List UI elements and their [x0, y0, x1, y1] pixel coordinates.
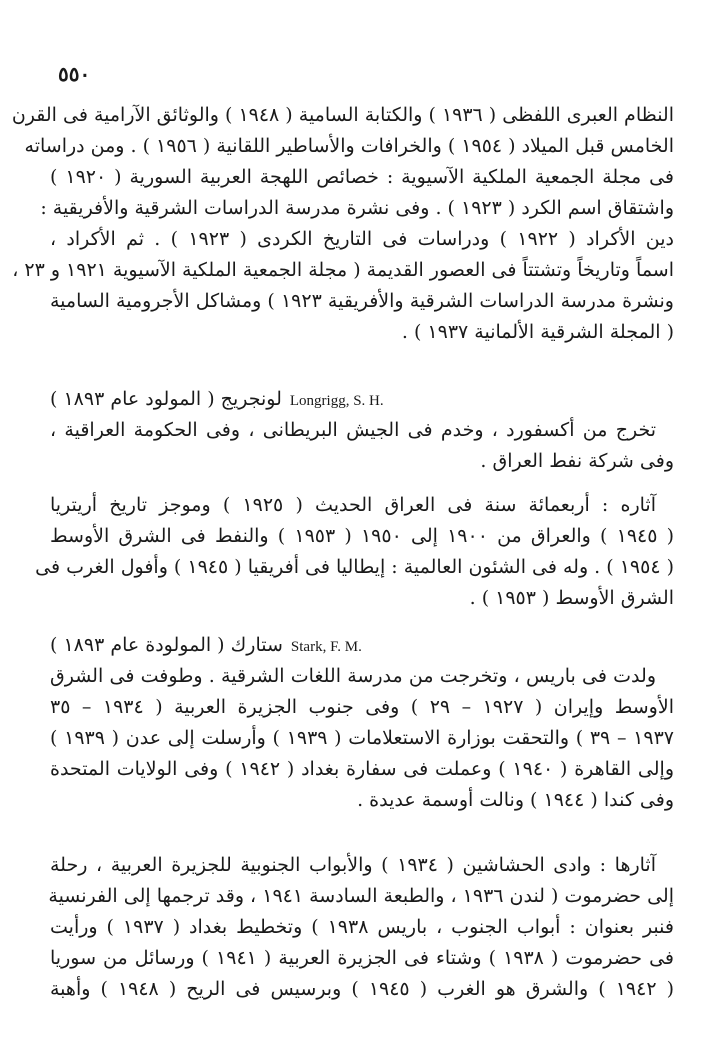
entry-heading	[50, 384, 674, 415]
entry-heading-latin: Stark, F. M.	[290, 639, 362, 655]
paragraph-line: ( المجلة الشرقية الألمانية ١٩٣٧ ) .	[401, 321, 674, 343]
paragraph-line: دين الأكراد ( ١٩٢٢ ) ودراسات فى التاريخ الكردى ( ١٩٢٣ ) . ثم الأكراد ،	[50, 228, 674, 250]
works-stark	[50, 850, 674, 1005]
bio-line: تخرج من أكسفورد ، وخدم فى الجيش البريطانى ، وفى الحكومة العراقية ،	[50, 419, 656, 441]
bio-line: ١٩٣٧ – ٣٩ ) والتحقت بوزارة الاستعلامات ( ١٩٣٩ ) وأرسلت إلى عدن ( ١٩٣٩ )	[50, 727, 674, 749]
entry-heading-arabic: ستارك ( المولودة عام ١٨٩٣ )	[50, 634, 283, 656]
entry-longrigg	[50, 384, 674, 477]
works-line: ( ١٩٤٥ ) والعراق من ١٩٠٠ إلى ١٩٥٠ ( ١٩٥٣ ) والنفط فى الشرق الأوسط	[50, 525, 675, 547]
paragraph-line: الخامس قبل الميلاد ( ١٩٥٤ ) والخرافات والأساطير اللقانية ( ١٩٥٦ ) . ومن دراساته	[24, 135, 674, 157]
paragraph-line: واشتقاق اسم الكرد ( ١٩٢٣ ) . وفى نشرة مدرسة الدراسات الشرقية والأفريقية :	[40, 197, 674, 219]
entry-heading	[50, 630, 674, 661]
entry-heading-latin: Longrigg, S. H.	[289, 393, 384, 409]
page-number: ٥٥٠	[58, 62, 91, 86]
entry-heading-arabic: لونجريج ( المولود عام ١٨٩٣ )	[50, 388, 282, 410]
paragraph-line: فى مجلة الجمعية الملكية الآسيوية : خصائص اللهجة العربية السورية ( ١٩٢٠ )	[50, 166, 674, 188]
works-line: ( ١٩٥٤ ) . وله فى الشئون العالمية : إيطاليا فى أفريقيا ( ١٩٤٥ ) وأفول الغرب فى	[35, 556, 674, 578]
paragraph-line: اسماً وتاريخاً وتشتتاً فى العصور القديمة ( مجلة الجمعية الملكية الآسيوية ١٩٢١ و ٢٣ ،	[12, 259, 674, 281]
bio-line: وفى شركة نفط العراق .	[480, 450, 674, 472]
intro-paragraph	[11, 100, 674, 348]
works-line: ( ١٩٤٢ ) والشرق هو الغرب ( ١٩٤٥ ) وبرسيس فى الريح ( ١٩٤٨ ) وأهبة	[50, 978, 675, 1000]
works-longrigg	[35, 490, 675, 614]
works-line: فنبر بعنوان : أبواب الجنوب ، باريس ١٩٣٨ ) وتخطيط بغداد ( ١٩٣٧ ) ورأيت	[50, 916, 674, 938]
bio-line: ولدت فى باريس ، وتخرجت من مدرسة اللغات الشرقية . وطوفت فى الشرق	[50, 665, 656, 687]
paragraph-line: ونشرة مدرسة الدراسات الشرقية والأفريقية ١٩٢٣ ) ومشاكل الأجرومية السامية	[50, 290, 674, 312]
works-line: آثارها : وادى الحشاشين ( ١٩٣٤ ) والأبواب الجنوبية للجزيرة العربية ، رحلة	[50, 854, 656, 876]
entry-stark	[50, 630, 674, 816]
bio-line: وفى كندا ( ١٩٤٤ ) ونالت أوسمة عديدة .	[357, 789, 674, 811]
works-line: الشرق الأوسط ( ١٩٥٣ ) .	[469, 587, 674, 609]
works-line: إلى حضرموت ( لندن ١٩٣٦ ، والطبعة السادسة ١٩٤١ ، وقد ترجمها إلى الفرنسية	[48, 885, 674, 907]
bio-line: وإلى القاهرة ( ١٩٤٠ ) وعملت فى سفارة بغداد ( ١٩٤٢ ) وفى الولايات المتحدة	[50, 758, 674, 780]
works-line: آثاره : أربعمائة سنة فى العراق الحديث ( ١٩٢٥ ) وموجز تاريخ أريتريا	[50, 494, 656, 516]
paragraph-line: النظام العبرى اللفظى ( ١٩٣٦ ) والكتابة السامية ( ١٩٤٨ ) والوثائق الآرامية فى القرن	[11, 104, 674, 126]
bio-line: الأوسط وإيران ( ١٩٢٧ – ٢٩ ) وفى جنوب الجزيرة العربية ( ١٩٣٤ – ٣٥	[50, 696, 674, 718]
works-line: فى حضرموت ( ١٩٣٨ ) وشتاء فى الجزيرة العربية ( ١٩٤١ ) ورسائل من سوريا	[50, 947, 674, 969]
